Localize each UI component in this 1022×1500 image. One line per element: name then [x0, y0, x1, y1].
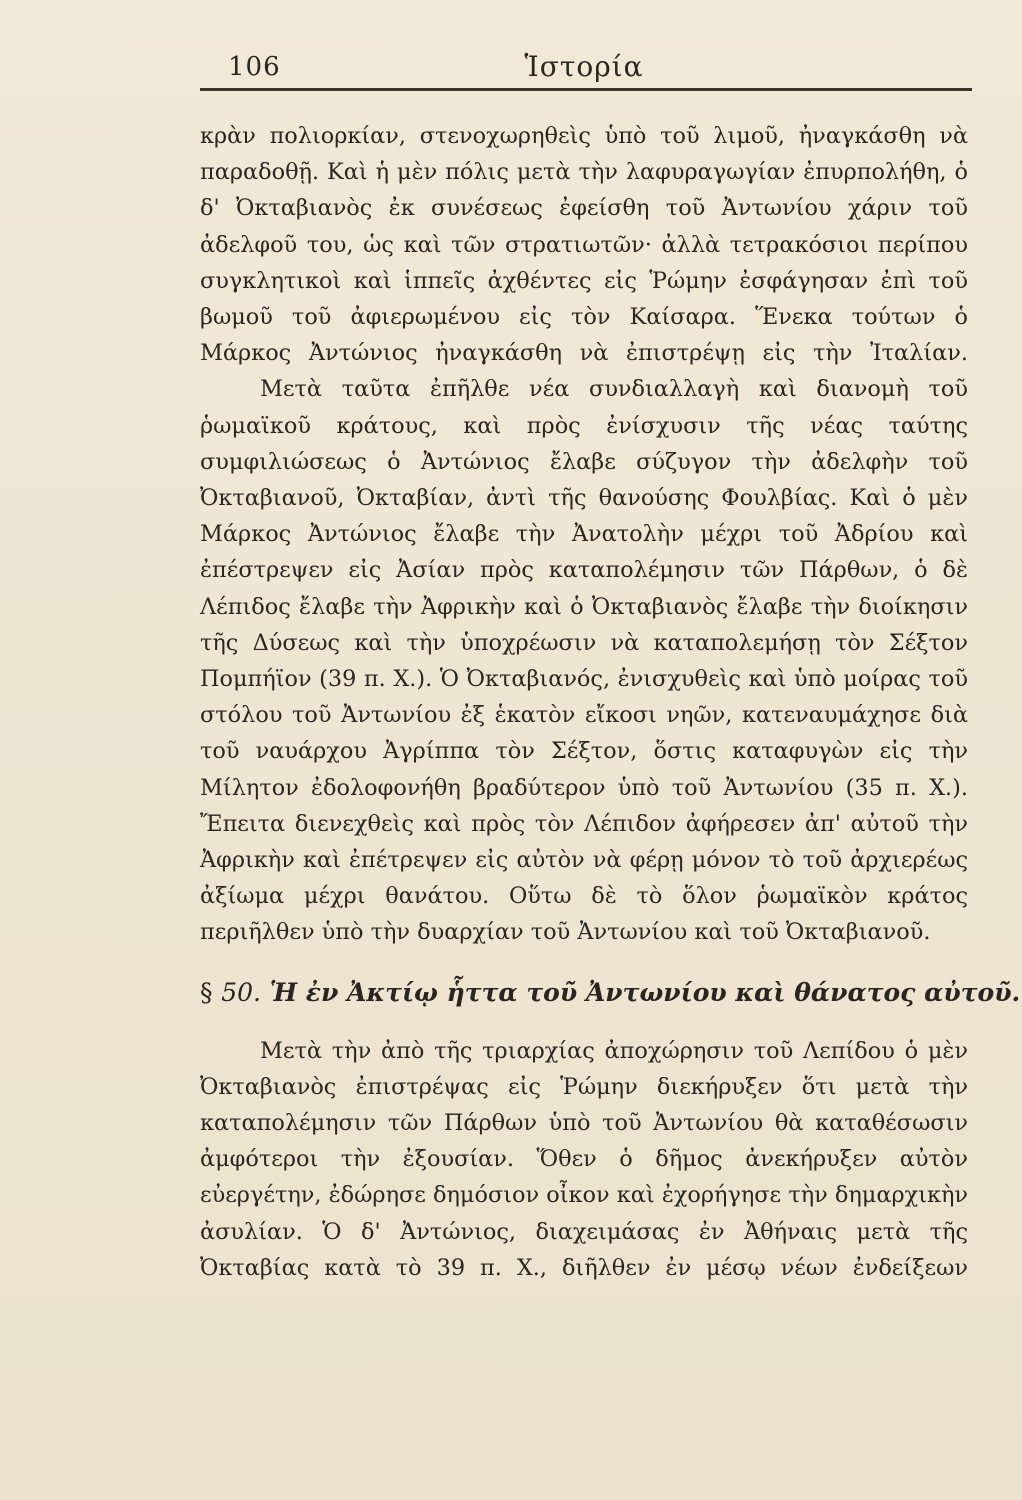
section-sign: §: [200, 977, 213, 1007]
body-text: [200, 118, 1021, 1286]
page-header: [200, 48, 968, 88]
running-title: Ἱστορία: [524, 50, 644, 83]
section-heading: [200, 975, 1021, 1011]
page-number: 106: [228, 52, 281, 82]
paragraph-section-50: Μετὰ τὴν ἀπὸ τῆς τριαρχίας ἀποχώρησιν τοῦ Λεπίδου ὁ μὲν Ὀκταβιανὸς ἐπιστρέψας εἰς Ῥώμην διεκήρυξεν ὅτι μετὰ τὴν καταπολέμησιν τῶν Πάρθων ὑπὸ τοῦ Ἀντωνίου θὰ καταθέσωσιν ἀμφότεροι τὴν ἐξουσίαν. Ὅθεν ὁ δῆμος ἀνεκήρυξεν αὐτὸν εὐεργέτην, ἐδώρησε δημόσιον οἶκον καὶ ἐχορήγησε τὴν δημαρχικὴν ἀσυλίαν. Ὁ δ' Ἀντώνιος, διαχειμάσας ἐν Ἀθήναις μετὰ τῆς Ὀκταβίας κατὰ τὸ 39 π. Χ., διῆλθεν ἐν μέσῳ νέων ἐνδείξεων: [200, 1037, 968, 1281]
header-rule: [200, 88, 972, 91]
section-number: 50.: [221, 977, 261, 1007]
paragraph-continuation: κρὰν πολιορκίαν, στενοχωρηθεὶς ὑπὸ τοῦ λιμοῦ, ἠναγκάσθη νὰ παραδοθῇ. Καὶ ἡ μὲν πόλις μετὰ τὴν λαφυραγωγίαν ἐπυρπολήθη, ὁ δ' Ὀκταβιανὸς ἐκ συνέσεως ἐφείσθη τοῦ Ἀντωνίου χάριν τοῦ ἀδελφοῦ του, ὡς καὶ τῶν στρατιωτῶν· ἀλλὰ τετρακόσιοι περίπου συγκλητικοὶ καὶ ἱππεῖς ἀχθέντες εἰς Ῥώμην ἐσφάγησαν ἐπὶ τοῦ βωμοῦ τοῦ ἀφιερωμένου εἰς τὸν Καίσαρα. Ἕνεκα τούτων ὁ Μάρκος Ἀντώνιος ἠναγκάσθη νὰ ἐπιστρέψῃ εἰς τὴν Ἰταλίαν.: [200, 123, 968, 367]
section-title: Ἡ ἐν Ἀκτίῳ ἧττα τοῦ Ἀντωνίου καὶ θάνατος αὐτοῦ.: [269, 977, 1021, 1007]
paragraph-settlement: Μετὰ ταῦτα ἐπῆλθε νέα συνδιαλλαγὴ καὶ διανομὴ τοῦ ῥωμαϊκοῦ κράτους, καὶ πρὸς ἐνίσχυσιν τῆς νέας ταύτης συμφιλιώσεως ὁ Ἀντώνιος ἔλαβε σύζυγον τὴν ἀδελφὴν τοῦ Ὀκταβιανοῦ, Ὀκταβίαν, ἀντὶ τῆς θανούσης Φουλβίας. Καὶ ὁ μὲν Μάρκος Ἀντώνιος ἔλαβε τὴν Ἀνατολὴν μέχρι τοῦ Ἀδρίου καὶ ἐπέστρεψεν εἰς Ἀσίαν πρὸς καταπολέμησιν τῶν Πάρθων, ὁ δὲ Λέπιδος ἔλαβε τὴν Ἀφρικὴν καὶ ὁ Ὀκταβιανὸς ἔλαβε τὴν διοίκησιν τῆς Δύσεως καὶ τὴν ὑποχρέωσιν νὰ καταπολεμήσῃ τὸν Σέξτον Πομπήϊον (39 π. Χ.). Ὁ Ὀκταβιανός, ἐνισχυθεὶς καὶ ὑπὸ μοίρας τοῦ στόλου τοῦ Ἀντωνίου ἐξ ἑκατὸν εἴκοσι νηῶν, κατεναυμάχησε διὰ τοῦ ναυάρχου Ἀγρίππα τὸν Σέξτον, ὅστις καταφυγὼν εἰς τὴν Μίλητον ἐδολοφονήθη βραδύτερον ὑπὸ τοῦ Ἀντωνίου (35 π. Χ.). Ἔπειτα διενεχθεὶς καὶ πρὸς τὸν Λέπιδον ἀφήρεσεν ἀπ' αὐτοῦ τὴν Ἀφρικὴν καὶ ἐπέτρεψεν εἰς αὐτὸν νὰ φέρῃ μόνον τὸ τοῦ ἀρχιερέως ἀξίωμα μέχρι θανάτου. Οὕτω δὲ τὸ ὅλον ῥωμαϊκὸν κράτος περιῆλθεν ὑπὸ τὴν δυαρχίαν τοῦ Ἀντωνίου καὶ τοῦ Ὀκταβιανοῦ.: [200, 376, 968, 946]
